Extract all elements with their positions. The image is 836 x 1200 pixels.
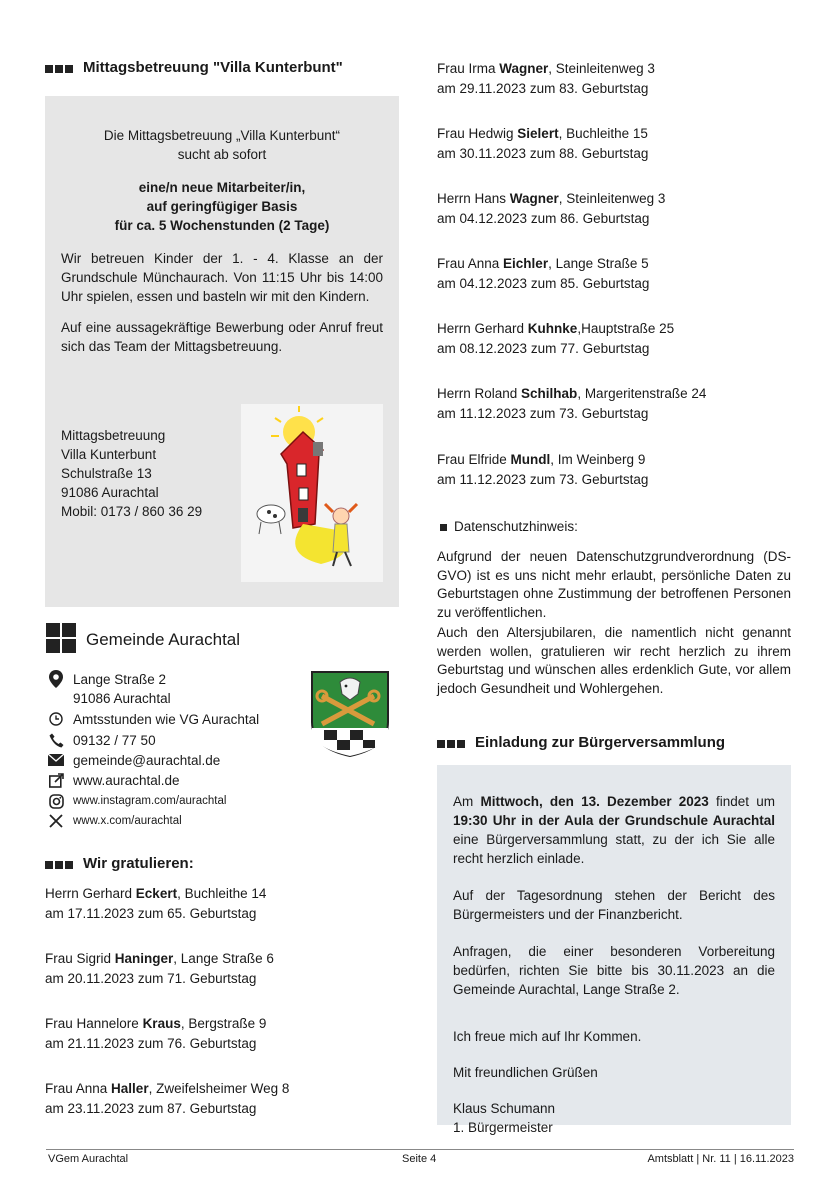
datenschutz-text — [437, 548, 791, 698]
mittag-addr-line: Mobil: 0173 / 860 36 29 — [61, 504, 203, 519]
birthday-date: am 23.11.2023 zum 87. Geburtstag — [45, 1101, 257, 1116]
birthday-entry: Frau Elfride Mundl, Im Weinberg 9 am 11.12.2023 zum 73. Geburtstag — [437, 450, 648, 490]
page-footer — [46, 1149, 794, 1165]
mittag-addr-line: Villa Kunterbunt — [61, 447, 157, 462]
birthday-date: am 11.12.2023 zum 73. Geburtstag — [437, 406, 649, 421]
einladung-para-2: Auf der Tagesordnung stehen der Bericht des Bürgermeisters und der Finanzbericht. — [453, 888, 775, 922]
einladung-signature-role: 1. Bürgermeister — [453, 1120, 553, 1135]
birthday-date: am 08.12.2023 zum 77. Geburtstag — [437, 341, 650, 356]
datenschutz-para-2: Auch den Altersjubilaren, die namentlich nicht genannt werden wollen, gratulieren wir recht herzlich zu ihrem Geburtstag und wünschen alles erdenklich Gute, vor allem jedoch Gesundheit und Wohlergehen. — [437, 625, 791, 696]
contact-phone — [47, 731, 156, 749]
contact-email — [47, 751, 220, 769]
mittag-job-1: eine/n neue Mitarbeiter/in, — [138, 180, 306, 195]
birthday-name: Schilhab — [521, 386, 578, 401]
mittag-job-3: für ca. 5 Wochenstunden (2 Tage) — [114, 218, 330, 233]
gemeinde-city: 91086 Aurachtal — [73, 691, 171, 706]
birthday-entry: Herrn Gerhard Eckert, Buchleithe 14 am 17.11.2023 zum 65. Geburtstag — [45, 884, 266, 924]
birthday-entry: Herrn Hans Wagner, Steinleitenweg 3 am 04.12.2023 zum 86. Geburtstag — [437, 189, 665, 229]
mittag-intro-2: sucht ab sofort — [177, 147, 267, 162]
datenschutz-para-1: Aufgrund der neuen Datenschutzgrundverordnung (DS-GVO) ist es uns nicht mehr erlaubt, persönliche Daten zu Geburtstagen ohne Zustimmung der betroffenen Personen zu veröffentlichen. — [437, 549, 791, 620]
birthday-name: Mundl — [510, 452, 551, 467]
mittag-title: Mittagsbetreuung "Villa Kunterbunt" — [83, 59, 343, 76]
birthday-date: am 29.11.2023 zum 83. Geburtstag — [437, 81, 649, 96]
mail-icon — [47, 751, 65, 769]
mittag-intro-1: Die Mittagsbetreuung „Villa Kunterbunt“ — [103, 128, 341, 143]
contact-instagram — [47, 792, 226, 810]
contact-hours — [47, 710, 259, 728]
birthday-name: Sielert — [517, 126, 559, 141]
contact-x — [47, 812, 182, 830]
external-link-icon — [47, 771, 65, 789]
gemeinde-logo-icon — [46, 623, 76, 653]
mittag-para-2: Auf eine aussagekräftige Bewerbung oder Anruf freut sich das Team der Mittagsbetreuung. — [61, 320, 383, 354]
villa-kunterbunt-illustration — [241, 404, 383, 582]
mittag-job-2: auf geringfügiger Basis — [146, 199, 298, 214]
birthday-name: Eckert — [135, 886, 178, 901]
mittag-heading — [45, 59, 343, 77]
footer-left: VGem Aurachtal — [48, 1153, 129, 1165]
birthday-date: am 21.11.2023 zum 76. Geburtstag — [45, 1036, 257, 1051]
heading-squares-icon — [45, 60, 75, 77]
x-logo-icon — [47, 812, 65, 830]
einladung-title: Einladung zur Bürgerversammlung — [475, 734, 726, 751]
datenschutz-title: Datenschutzhinweis: — [454, 519, 578, 534]
birthday-entry: Frau Sigrid Haninger, Lange Straße 6 am 20.11.2023 zum 71. Geburtstag — [45, 949, 274, 989]
birthday-entry: Frau Anna Eichler, Lange Straße 5 am 04.12.2023 zum 85. Geburtstag — [437, 254, 649, 294]
mittag-addr-line: 91086 Aurachtal — [61, 485, 159, 500]
mittag-para-1: Wir betreuen Kinder der 1. - 4. Klasse an der Grundschule Münchaurach. Von 11:15 Uhr bis 14:00 Uhr spielen, essen und basteln wir mit den Kindern. — [61, 251, 383, 304]
mittag-box — [45, 96, 399, 607]
birthday-entry: Frau Anna Haller, Zweifelsheimer Weg 8 am 23.11.2023 zum 87. Geburtstag — [45, 1079, 289, 1119]
einladung-para-4: Ich freue mich auf Ihr Kommen. — [453, 1029, 642, 1044]
mittag-addr-line: Mittagsbetreuung — [61, 428, 166, 443]
gemeinde-phone[interactable]: 09132 / 77 50 — [73, 732, 156, 748]
einladung-heading — [437, 734, 725, 752]
gemeinde-email[interactable]: gemeinde@aurachtal.de — [73, 752, 221, 768]
birthday-date: am 20.11.2023 zum 71. Geburtstag — [45, 971, 257, 986]
gemeinde-hours: Amtsstunden wie VG Aurachtal — [73, 711, 260, 727]
datenschutz-heading — [440, 519, 578, 534]
location-pin-icon — [47, 670, 65, 688]
birthday-entry: Herrn Roland Schilhab, Margeritenstraße 24 am 11.12.2023 zum 73. Geburtstag — [437, 384, 706, 424]
gratulieren-heading — [45, 855, 194, 873]
birthday-name: Haninger — [114, 951, 174, 966]
gemeinde-title: Gemeinde Aurachtal — [86, 630, 241, 649]
clock-icon — [47, 710, 65, 728]
footer-right: Amtsblatt | Nr. 11 | 16.11.2023 — [647, 1153, 794, 1165]
bullet-square-icon — [440, 524, 447, 531]
birthday-date: am 11.12.2023 zum 73. Geburtstag — [437, 472, 649, 487]
birthday-date: am 17.11.2023 zum 65. Geburtstag — [45, 906, 257, 921]
contact-address — [47, 670, 166, 688]
birthday-name: Wagner — [499, 61, 549, 76]
phone-icon — [47, 731, 65, 749]
birthday-name: Eichler — [503, 256, 549, 271]
birthday-date: am 30.11.2023 zum 88. Geburtstag — [437, 146, 649, 161]
birthday-entry: Frau Irma Wagner, Steinleitenweg 3 am 29.11.2023 zum 83. Geburtstag — [437, 59, 655, 99]
mittag-addr-line: Schulstraße 13 — [61, 466, 152, 481]
heading-squares-icon — [45, 856, 75, 873]
gemeinde-street: Lange Straße 2 — [73, 671, 167, 687]
einladung-signature-name: Klaus Schumann — [453, 1101, 556, 1116]
birthday-entry: Herrn Gerhard Kuhnke,Hauptstraße 25 am 08.12.2023 zum 77. Geburtstag — [437, 319, 674, 359]
birthday-name: Kraus — [142, 1016, 181, 1031]
birthday-date: am 04.12.2023 zum 86. Geburtstag — [437, 211, 650, 226]
wappen-coat-of-arms — [310, 670, 390, 758]
gemeinde-instagram[interactable]: www.instagram.com/aurachtal — [73, 795, 227, 807]
birthday-name: Haller — [111, 1081, 149, 1096]
einladung-greeting: Mit freundlichen Grüßen — [453, 1065, 598, 1080]
gratulieren-title: Wir gratulieren: — [83, 855, 194, 872]
footer-page: Seite 4 — [402, 1153, 437, 1165]
birthday-name: Wagner — [509, 191, 559, 206]
einladung-box — [437, 765, 791, 1135]
birthday-entry: Frau Hannelore Kraus, Bergstraße 9 am 21.11.2023 zum 76. Geburtstag — [45, 1014, 266, 1054]
einladung-para-1: Am Mittwoch, den 13. Dezember 2023 findet um 19:30 Uhr in der Aula der Grundschule Aurachtal eine Bürgerversammlung statt, zu der ich Sie alle recht herzlich einlade. — [453, 794, 775, 866]
heading-squares-icon — [437, 735, 467, 752]
birthday-date: am 04.12.2023 zum 85. Geburtstag — [437, 276, 650, 291]
contact-web — [47, 771, 180, 789]
birthday-entry: Frau Hedwig Sielert, Buchleithe 15 am 30.11.2023 zum 88. Geburtstag — [437, 124, 648, 164]
mittag-address — [61, 426, 202, 521]
einladung-para-3: Anfragen, die einer besonderen Vorbereitung bedürfen, richten Sie bitte bis 30.11.2023 an die Gemeinde Aurachtal, Lange Straße 2. — [453, 944, 775, 997]
gemeinde-x[interactable]: www.x.com/aurachtal — [73, 815, 182, 827]
gemeinde-web[interactable]: www.aurachtal.de — [73, 772, 180, 788]
birthday-name: Kuhnke — [527, 321, 578, 336]
instagram-icon — [47, 792, 65, 810]
